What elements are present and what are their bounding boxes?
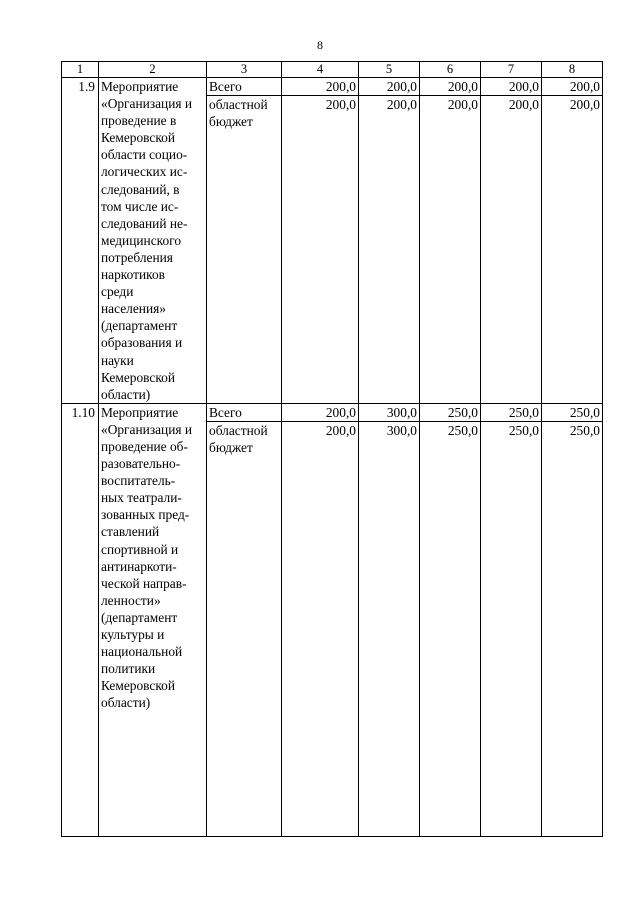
header-cell: 1	[62, 62, 99, 78]
description-line: Мероприятие	[101, 404, 179, 420]
total-label: Всего	[207, 78, 282, 96]
total-value: 200,0	[481, 78, 542, 96]
description-line: «Организация и	[101, 421, 193, 437]
header-cell: 8	[542, 62, 603, 78]
total-value: 200,0	[542, 78, 603, 96]
description-line: области)	[101, 386, 151, 402]
description-line: Кемеровской	[101, 678, 176, 694]
total-value: 200,0	[282, 403, 359, 421]
description-line: Кемеровской	[101, 369, 176, 385]
total-value: 200,0	[282, 78, 359, 96]
header-cell: 3	[207, 62, 282, 78]
description-line: том числе ис-	[101, 198, 179, 214]
budget-value: 200,0	[481, 96, 542, 404]
header-row	[62, 62, 603, 78]
budget-value: 300,0	[359, 421, 420, 836]
description-line: (департамент	[101, 318, 178, 334]
header-cell: 7	[481, 62, 542, 78]
total-label: Всего	[207, 403, 282, 421]
total-value: 250,0	[481, 403, 542, 421]
description-line: воспитатель-	[101, 473, 176, 489]
description-line: медицинского	[101, 232, 182, 248]
description-line: зованных пред-	[101, 507, 190, 523]
description-line: следований не-	[101, 215, 188, 231]
header-cell: 4	[282, 62, 359, 78]
description-line: «Организация и	[101, 96, 193, 112]
budget-value: 200,0	[420, 96, 481, 404]
total-value: 200,0	[359, 78, 420, 96]
description-line: ставлений	[101, 524, 160, 540]
description-lines	[101, 78, 204, 403]
row-description	[99, 78, 207, 404]
table-row-total	[62, 403, 603, 421]
budget-label	[207, 421, 282, 836]
header-cell: 5	[359, 62, 420, 78]
budget-value: 250,0	[481, 421, 542, 836]
budget-label-line: бюджет	[209, 439, 253, 455]
description-line: потребления	[101, 249, 173, 265]
description-line: национальной	[101, 644, 183, 660]
budget-value: 200,0	[359, 96, 420, 404]
description-line: (департамент	[101, 609, 178, 625]
budget-label-line: областной	[209, 97, 268, 113]
budget-value: 250,0	[420, 421, 481, 836]
description-line: проведение в	[101, 113, 177, 129]
description-line: проведение об-	[101, 438, 188, 454]
header-cell: 2	[99, 62, 207, 78]
description-line: разовательно-	[101, 456, 181, 472]
budget-value: 250,0	[542, 421, 603, 836]
header-cell: 6	[420, 62, 481, 78]
row-id: 1.9	[62, 78, 99, 404]
description-line: ленности»	[101, 592, 161, 608]
description-line: логических ис-	[101, 164, 188, 180]
description-line: среди	[101, 284, 134, 300]
budget-label-line: бюджет	[209, 114, 253, 130]
table-row-total	[62, 78, 603, 96]
description-line: Кемеровской	[101, 130, 176, 146]
description-line: политики	[101, 661, 156, 677]
description-line: ных театрали-	[101, 490, 182, 506]
budget-value: 200,0	[282, 421, 359, 836]
description-line: науки	[101, 352, 134, 368]
description-line: населения»	[101, 301, 166, 317]
total-value: 250,0	[420, 403, 481, 421]
total-value: 300,0	[359, 403, 420, 421]
description-line: ческой направ-	[101, 575, 187, 591]
description-line: Мероприятие	[101, 79, 179, 94]
page-number: 8	[317, 38, 323, 52]
row-description	[99, 403, 207, 836]
description-line: области)	[101, 695, 151, 711]
description-line: области социо-	[101, 147, 188, 163]
row-id: 1.10	[62, 403, 99, 836]
total-value: 200,0	[420, 78, 481, 96]
description-lines	[101, 404, 204, 712]
description-line: культуры и	[101, 627, 165, 642]
description-line: следований, в	[101, 181, 180, 197]
budget-label	[207, 96, 282, 404]
budget-label-line: областной	[209, 422, 268, 438]
budget-value: 200,0	[542, 96, 603, 404]
funding-table	[61, 61, 603, 837]
description-line: спортивной и	[101, 541, 179, 557]
total-value: 250,0	[542, 403, 603, 421]
budget-value: 200,0	[282, 96, 359, 404]
description-line: образования и	[101, 335, 183, 351]
description-line: антинаркоти-	[101, 558, 177, 574]
description-line: наркотиков	[101, 267, 166, 283]
